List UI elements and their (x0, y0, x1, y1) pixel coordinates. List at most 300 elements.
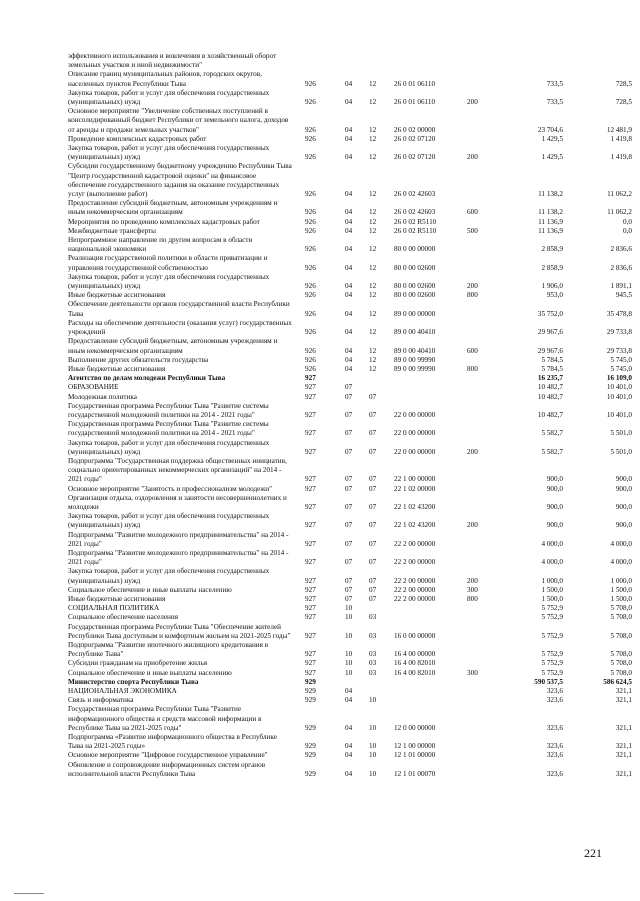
cell-ved: 927 (305, 594, 316, 603)
cell-s2: 900,0 (615, 484, 632, 493)
cell-pr: 10 (369, 723, 377, 732)
cell-rz: 04 (345, 217, 353, 226)
footer-rule (14, 893, 44, 894)
cell-ved: 927 (305, 484, 316, 493)
table-row (68, 456, 632, 485)
cell-ved: 927 (305, 447, 316, 456)
cell-csr: 26 0 02 00000 (394, 125, 436, 134)
cell-rz: 04 (345, 346, 353, 355)
cell-s1: 2 858,9 (541, 245, 563, 254)
cell-ved: 926 (305, 263, 316, 272)
cell-rz: 04 (345, 291, 353, 300)
row-name: Основное мероприятие "Занятость и профессионализм молодежи" (68, 484, 273, 493)
cell-vr: 800 (467, 364, 478, 373)
cell-csr: 89 0 00 40410 (394, 328, 436, 337)
cell-rz: 04 (345, 364, 353, 373)
cell-csr: 16 0 00 00000 (394, 631, 436, 640)
cell-vr: 300 (467, 585, 478, 594)
cell-vr: 200 (467, 447, 478, 456)
cell-s2: 321,1 (615, 723, 632, 732)
cell-ved: 927 (305, 383, 316, 392)
table-row (68, 364, 632, 374)
table-row (68, 318, 632, 337)
cell-ved: 929 (305, 742, 316, 751)
cell-s1: 1 000,0 (541, 576, 563, 585)
cell-rz: 07 (345, 383, 353, 392)
cell-csr: 89 0 00 99990 (394, 364, 436, 373)
cell-s1: 733,5 (546, 79, 563, 88)
row-name: Закупка товаров, работ и услуг для обеспечения государственных (муниципальных) нужд (68, 438, 270, 456)
cell-ved: 926 (305, 98, 316, 107)
cell-ved: 927 (305, 650, 316, 659)
cell-pr: 07 (369, 539, 377, 548)
cell-s2: 11 062,2 (607, 208, 632, 217)
cell-ved: 927 (305, 429, 316, 438)
table-row (68, 659, 632, 668)
table-row (68, 134, 632, 144)
cell-rz: 04 (345, 696, 353, 705)
cell-csr: 22 2 00 00000 (394, 539, 436, 548)
table-row (68, 668, 632, 678)
cell-ved: 929 (305, 723, 316, 732)
cell-s2: 4 000,0 (610, 539, 632, 548)
cell-ved: 927 (305, 631, 316, 640)
cell-csr: 80 0 00 02600 (394, 263, 436, 272)
cell-csr: 12 1 01 00000 (394, 751, 436, 760)
cell-s1: 900,0 (546, 484, 563, 493)
cell-s2: 2 836,6 (610, 245, 632, 254)
cell-rz: 07 (345, 558, 353, 567)
cell-s1: 5 752,9 (541, 631, 563, 640)
cell-pr: 12 (369, 217, 377, 226)
cell-csr: 26 0 02 42603 (394, 208, 436, 217)
row-name: Предоставление субсидий бюджетным, автономным учреждениям и иным некоммерческим организациям (68, 199, 278, 217)
cell-pr: 12 (369, 282, 377, 291)
cell-csr: 89 0 00 00000 (394, 309, 436, 318)
cell-pr: 12 (369, 364, 377, 373)
cell-s2: 29 733,8 (606, 328, 632, 337)
cell-ved: 929 (305, 677, 316, 686)
cell-s2: 5 708,0 (610, 631, 632, 640)
cell-pr: 10 (369, 769, 377, 778)
cell-csr: 80 0 00 02600 (394, 282, 436, 291)
cell-s1: 1 429,5 (541, 134, 563, 143)
row-name: Подпрограмма «Развитие информационного общества в Республике Тыва на 2021-2025 годы» (68, 733, 277, 751)
table-row (68, 162, 632, 199)
cell-s1: 16 235,7 (537, 374, 563, 383)
table-row (68, 641, 632, 659)
table-row (68, 420, 632, 438)
row-name: Непрограммное направление по другим вопросам в области национальной экономики (68, 236, 253, 254)
cell-s1: 4 000,0 (541, 539, 563, 548)
cell-s1: 5 784,5 (541, 364, 563, 373)
cell-csr: 22 1 02 43200 (394, 502, 436, 511)
cell-rz: 04 (345, 134, 353, 143)
cell-s2: 1 500,0 (610, 585, 632, 594)
cell-pr: 03 (369, 631, 377, 640)
cell-s2: 5 708,0 (610, 668, 632, 677)
table-row (68, 392, 632, 402)
table-row (68, 438, 632, 457)
cell-csr: 26 0 01 06110 (394, 79, 436, 88)
cell-s2: 900,0 (615, 502, 632, 511)
row-name: Субсидии государственному бюджетному учреждению Республики Тыва "Центр государственной кадастровой оценки" на финансовое обеспечение государственного задания на оказание государственных услуг (выполнение работ) (68, 162, 292, 199)
cell-ved: 927 (305, 576, 316, 585)
cell-pr: 10 (369, 751, 377, 760)
cell-s2: 10 401,0 (606, 410, 632, 419)
cell-s2: 2 836,6 (610, 263, 632, 272)
cell-rz: 10 (345, 659, 353, 668)
cell-vr: 200 (467, 153, 478, 162)
cell-rz: 07 (345, 576, 353, 585)
cell-csr: 12 1 00 00000 (394, 742, 436, 751)
cell-rz: 07 (345, 594, 353, 603)
cell-ved: 926 (305, 309, 316, 318)
table-row (68, 705, 632, 733)
table-row (68, 622, 632, 641)
table-row (68, 604, 632, 613)
table-row (68, 687, 632, 696)
cell-ved: 926 (305, 364, 316, 373)
cell-rz: 04 (345, 723, 353, 732)
cell-rz: 04 (345, 309, 353, 318)
cell-ved: 926 (305, 217, 316, 226)
row-name: Предоставление субсидий бюджетным, автономным учреждениям и иным некоммерческим организациям (68, 337, 278, 355)
cell-csr: 89 0 00 99990 (394, 355, 436, 364)
row-name: Обеспечение деятельности органов государственной власти Республики Тыва (68, 300, 290, 318)
cell-ved: 926 (305, 125, 316, 134)
cell-csr: 26 0 02 R5110 (394, 217, 437, 226)
table-row (68, 254, 632, 272)
cell-rz: 10 (345, 650, 353, 659)
cell-s1: 11 136,9 (538, 226, 563, 235)
cell-s2: 586 624,5 (603, 677, 632, 686)
cell-rz: 04 (345, 769, 353, 778)
table-row (68, 355, 632, 365)
cell-csr: 22 2 00 00000 (394, 585, 436, 594)
cell-s2: 1 419,8 (610, 153, 632, 162)
row-name: Закупка товаров, работ и услуг для обеспечения государственных (муниципальных) нужд (68, 512, 270, 530)
cell-s1: 5 582,7 (541, 447, 563, 456)
cell-pr: 07 (369, 447, 377, 456)
cell-vr: 200 (467, 576, 478, 585)
row-name: Закупка товаров, работ и услуг для обеспечения государственных (муниципальных) нужд (68, 88, 270, 107)
cell-csr: 22 2 00 00000 (394, 594, 436, 603)
cell-s1: 900,0 (546, 502, 563, 511)
cell-pr: 12 (369, 346, 377, 355)
table-row (68, 52, 628, 70)
table-row (68, 226, 632, 236)
cell-ved: 926 (305, 282, 316, 291)
cell-s2: 1 500,0 (610, 594, 632, 603)
cell-pr: 10 (369, 696, 377, 705)
cell-ved: 926 (305, 226, 316, 235)
row-name: Государственная программа Республики Тыва "Обеспечение жителей Республики Тыва доступным и комфортным жильем на 2021-2025 годы" (68, 622, 291, 640)
cell-s2: 1 891,1 (610, 282, 632, 291)
row-name: Связь и информатика (68, 696, 134, 705)
cell-s2: 5 708,0 (610, 613, 632, 622)
row-name: Молодежная политика (68, 392, 137, 401)
cell-ved: 927 (305, 374, 316, 383)
cell-rz: 04 (345, 79, 353, 88)
cell-vr: 200 (467, 521, 478, 530)
cell-s1: 2 858,9 (541, 263, 563, 272)
table-row (68, 291, 632, 300)
cell-ved: 927 (305, 585, 316, 594)
cell-rz: 10 (345, 604, 353, 613)
cell-pr: 03 (369, 650, 377, 659)
cell-pr: 07 (369, 576, 377, 585)
row-name: Агентство по делам молодежи Республики Тыва (68, 374, 226, 383)
cell-rz: 07 (345, 585, 353, 594)
cell-ved: 926 (305, 355, 316, 364)
cell-s1: 5 752,9 (541, 650, 563, 659)
table-row (68, 613, 632, 622)
cell-s2: 900,0 (615, 475, 632, 484)
cell-s1: 29 967,6 (537, 328, 563, 337)
cell-vr: 500 (467, 226, 478, 235)
cell-ved: 927 (305, 558, 316, 567)
row-name: эффективного использования и вовлечения в хозяйственный оборот земельных участков и иной недвижимости" (68, 52, 277, 70)
row-name: Государственная программа Республики Тыва "Развитие системы государственной молодежной политики на 2014 - 2021 годы" (68, 420, 269, 438)
cell-vr: 600 (467, 346, 478, 355)
cell-s2: 10 401,0 (606, 392, 632, 401)
cell-vr: 300 (467, 668, 478, 677)
row-name: Социальное обеспечение и иные выплаты населению (68, 585, 232, 594)
table-row (68, 760, 632, 779)
cell-ved: 926 (305, 291, 316, 300)
table-row (68, 751, 632, 760)
table-row (68, 88, 632, 107)
cell-ved: 929 (305, 687, 316, 696)
cell-s1: 35 752,0 (537, 309, 563, 318)
cell-ved: 926 (305, 79, 316, 88)
cell-s2: 12 481,9 (606, 125, 632, 134)
cell-s1: 590 537,5 (534, 677, 563, 686)
cell-s2: 1 000,0 (610, 576, 632, 585)
table-row (68, 374, 632, 383)
cell-s1: 1 500,0 (541, 585, 563, 594)
cell-ved: 926 (305, 190, 316, 199)
table-row (68, 548, 632, 567)
cell-s1: 1 500,0 (541, 594, 563, 603)
table-row (68, 337, 632, 355)
cell-csr: 26 0 02 R5110 (394, 226, 437, 235)
cell-pr: 07 (369, 558, 377, 567)
cell-s1: 323,6 (546, 696, 563, 705)
row-name: ОБРАЗОВАНИЕ (68, 383, 119, 392)
table-row (68, 484, 632, 494)
cell-s2: 5 745,0 (610, 364, 632, 373)
cell-pr: 07 (369, 521, 377, 530)
cell-s1: 10 482,7 (537, 392, 563, 401)
table-row (68, 585, 632, 595)
table-row (68, 217, 632, 227)
cell-s1: 323,6 (546, 751, 563, 760)
cell-s2: 5 708,0 (610, 604, 632, 613)
cell-pr: 07 (369, 429, 377, 438)
row-name: Описание границ муниципальных районов, городских округов, населенных пунктов Республики Тыва (68, 70, 262, 88)
cell-pr: 12 (369, 98, 377, 107)
cell-csr: 22 0 00 00000 (394, 429, 436, 438)
cell-pr: 07 (369, 585, 377, 594)
table-row (68, 383, 632, 392)
table-row (68, 107, 632, 135)
cell-rz: 07 (345, 392, 353, 401)
table-row (68, 300, 632, 318)
cell-s1: 900,0 (546, 521, 563, 530)
row-name: Государственная программа Республики Тыва "Развитие информационного общества и средств массовой информации в Республике Тыва на 2021-2025 годы" (68, 705, 262, 732)
cell-s1: 11 138,2 (538, 208, 563, 217)
cell-csr: 26 0 02 07120 (394, 153, 436, 162)
cell-rz: 07 (345, 410, 353, 419)
cell-csr: 26 0 01 06110 (394, 98, 436, 107)
cell-s2: 728,5 (615, 98, 632, 107)
row-name: Министерство спорта Республики Тыва (68, 677, 199, 686)
cell-ved: 927 (305, 604, 316, 613)
table-row (68, 236, 632, 254)
cell-s1: 900,0 (546, 475, 563, 484)
cell-csr: 22 0 00 00000 (394, 410, 436, 419)
cell-pr: 12 (369, 208, 377, 217)
cell-s1: 323,6 (546, 742, 563, 751)
row-name: Иные бюджетные ассигнования (68, 594, 166, 603)
row-name: Выполнение других обязательств государства (68, 355, 209, 364)
cell-s1: 953,0 (546, 291, 563, 300)
row-name: Подпрограмма "Развитие молодежного предпринимательства" на 2014 - 2021 годы" (68, 530, 289, 548)
cell-vr: 800 (467, 291, 478, 300)
cell-pr: 12 (369, 125, 377, 134)
cell-s1: 10 482,7 (537, 410, 563, 419)
cell-s2: 0,0 (623, 217, 632, 226)
cell-rz: 04 (345, 153, 353, 162)
cell-rz: 04 (345, 263, 353, 272)
cell-vr: 600 (467, 208, 478, 217)
row-name: Реализация государственной политики в области приватизации и управления государственной собственностью (68, 254, 268, 272)
cell-s2: 35 478,8 (606, 309, 632, 318)
cell-rz: 10 (345, 631, 353, 640)
table-row (68, 677, 632, 687)
cell-s2: 11 062,2 (607, 190, 632, 199)
row-name: НАЦИОНАЛЬНАЯ ЭКОНОМИКА (68, 687, 177, 696)
row-name: Подпрограмма "Развитие ипотечного жилищного кредитования в Республике Тыва" (68, 641, 269, 659)
cell-pr: 12 (369, 291, 377, 300)
cell-csr: 12 0 00 00000 (394, 723, 436, 732)
row-name: Социальное обеспечение населения (68, 613, 179, 622)
cell-csr: 16 4 00 82010 (394, 659, 436, 668)
row-name: Субсидии гражданам на приобретение жилья (68, 659, 208, 668)
table-row (68, 493, 632, 512)
cell-rz: 04 (345, 245, 353, 254)
cell-s2: 5 708,0 (610, 659, 632, 668)
cell-csr: 12 1 01 00070 (394, 769, 436, 778)
cell-pr: 12 (369, 79, 377, 88)
cell-rz: 04 (345, 190, 353, 199)
table-row (68, 567, 632, 585)
cell-pr: 07 (369, 484, 377, 493)
cell-ved: 927 (305, 521, 316, 530)
cell-ved: 926 (305, 134, 316, 143)
cell-csr: 22 0 00 00000 (394, 447, 436, 456)
cell-vr: 800 (467, 594, 478, 603)
cell-ved: 929 (305, 751, 316, 760)
cell-s1: 5 752,9 (541, 659, 563, 668)
cell-csr: 80 0 00 02600 (394, 291, 436, 300)
cell-s2: 5 501,0 (610, 429, 632, 438)
cell-pr: 12 (369, 245, 377, 254)
cell-rz: 07 (345, 539, 353, 548)
cell-rz: 04 (345, 226, 353, 235)
cell-s1: 5 784,5 (541, 355, 563, 364)
row-name: Иные бюджетные ассигнования (68, 364, 166, 373)
cell-ved: 927 (305, 502, 316, 511)
cell-s1: 5 752,9 (541, 613, 563, 622)
cell-rz: 04 (345, 687, 353, 696)
cell-ved: 927 (305, 475, 316, 484)
row-name: Подпрограмма "Государственная поддержка общественных инициатив, социально ориентированных некоммерческих организаций" на 2014 - 2021 годы" (68, 456, 287, 484)
cell-pr: 10 (369, 742, 377, 751)
cell-rz: 07 (345, 475, 353, 484)
table-row (68, 401, 632, 420)
cell-pr: 12 (369, 153, 377, 162)
cell-rz: 10 (345, 668, 353, 677)
cell-ved: 926 (305, 328, 316, 337)
cell-csr: 22 1 00 00000 (394, 475, 436, 484)
table-row (68, 696, 632, 705)
cell-s2: 321,1 (615, 687, 632, 696)
cell-ved: 929 (305, 696, 316, 705)
cell-s2: 321,1 (615, 751, 632, 760)
cell-csr: 22 1 02 43200 (394, 521, 436, 530)
table-row (68, 70, 632, 88)
cell-s2: 10 401,0 (606, 383, 632, 392)
cell-pr: 12 (369, 190, 377, 199)
cell-s1: 10 482,7 (537, 383, 563, 392)
cell-pr: 12 (369, 226, 377, 235)
cell-s1: 733,5 (546, 98, 563, 107)
row-name: Подпрограмма "Развитие молодежного предпринимательства" на 2014 - 2021 годы" (68, 548, 289, 567)
cell-ved: 927 (305, 668, 316, 677)
cell-pr: 12 (369, 263, 377, 272)
cell-ved: 927 (305, 659, 316, 668)
cell-ved: 926 (305, 245, 316, 254)
cell-s2: 16 109,0 (606, 374, 632, 383)
cell-csr: 26 0 02 07120 (394, 134, 436, 143)
cell-s2: 728,5 (615, 79, 632, 88)
table-row (68, 272, 632, 291)
cell-s1: 11 138,2 (538, 190, 563, 199)
cell-ved: 929 (305, 769, 316, 778)
cell-ved: 926 (305, 208, 316, 217)
row-name: Закупка товаров, работ и услуг для обеспечения государственных (муниципальных) нужд (68, 567, 270, 585)
cell-s1: 5 582,7 (541, 429, 563, 438)
cell-rz: 04 (345, 125, 353, 134)
cell-s1: 1 429,5 (541, 153, 563, 162)
cell-s2: 29 733,8 (606, 346, 632, 355)
row-name: Основное мероприятие "Цифровое государственное управление" (68, 751, 268, 760)
cell-pr: 03 (369, 613, 377, 622)
cell-rz: 07 (345, 521, 353, 530)
cell-pr: 03 (369, 659, 377, 668)
cell-rz: 04 (345, 742, 353, 751)
cell-s2: 321,1 (615, 769, 632, 778)
cell-pr: 07 (369, 410, 377, 419)
cell-csr: 89 0 00 40410 (394, 346, 436, 355)
cell-s2: 321,1 (615, 696, 632, 705)
cell-csr: 80 0 00 00000 (394, 245, 436, 254)
cell-s2: 0,0 (623, 226, 632, 235)
cell-csr: 16 4 00 82010 (394, 668, 436, 677)
